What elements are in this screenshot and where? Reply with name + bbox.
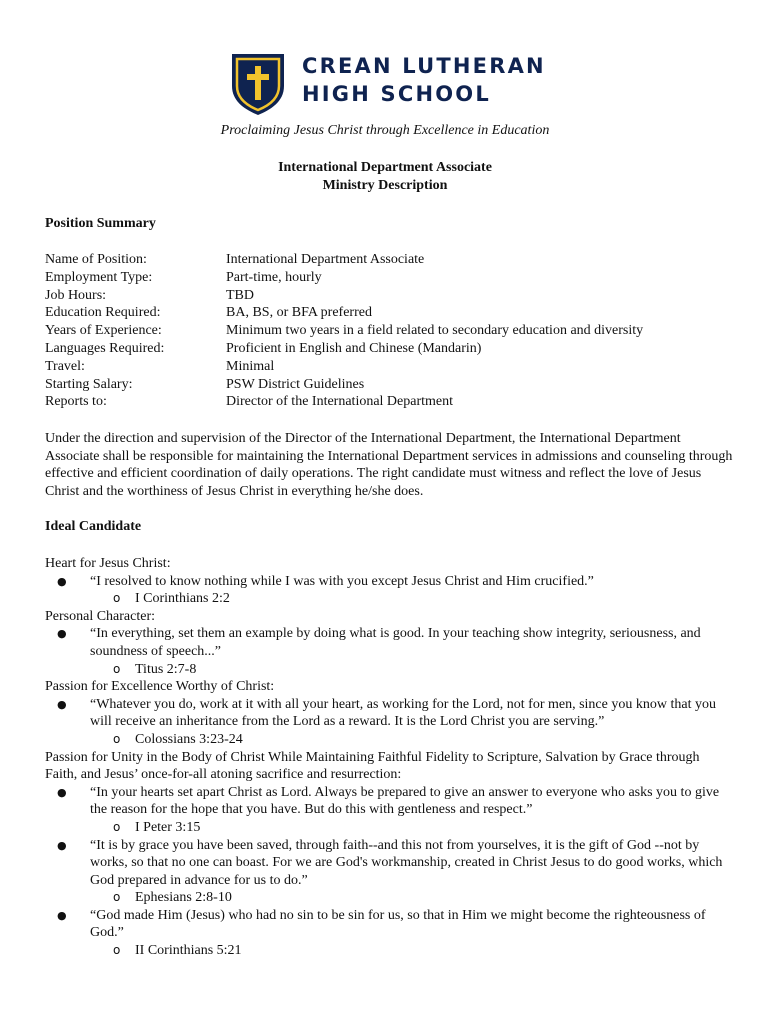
summary-label: Education Required: bbox=[45, 305, 161, 321]
doc-title: International Department Associate bbox=[278, 160, 492, 175]
ideal-candidate-list bbox=[45, 555, 735, 960]
summary-value: Minimum two years in a field related to secondary education and diversity bbox=[226, 323, 644, 339]
summary-value: BA, BS, or BFA preferred bbox=[226, 305, 372, 321]
summary-label: Name of Position: bbox=[45, 252, 147, 267]
summary-value: International Department Associate bbox=[226, 252, 425, 267]
bullet-icon: ● bbox=[57, 908, 67, 922]
quote-text: “God made Him (Jesus) who had no sin to be sin for us, so that in Him we might become the righteousness of God.” bbox=[90, 907, 706, 941]
tagline: Proclaiming Jesus Christ through Excellence in Education bbox=[220, 123, 550, 138]
summary-value: Part-time, hourly bbox=[226, 269, 322, 285]
scripture-reference bbox=[45, 942, 735, 960]
position-summary-heading: Position Summary bbox=[45, 216, 156, 231]
scripture-reference bbox=[45, 889, 735, 907]
scripture-quote bbox=[45, 625, 735, 660]
sub-bullet-icon: o bbox=[113, 819, 121, 834]
summary-row bbox=[45, 287, 643, 305]
reference-text: Ephesians 2:8-10 bbox=[135, 890, 232, 906]
bullet-icon: ● bbox=[57, 838, 67, 852]
bullet-icon: ● bbox=[57, 697, 67, 711]
summary-value: TBD bbox=[226, 287, 254, 303]
summary-value: Director of the International Department bbox=[226, 394, 454, 410]
school-logo bbox=[230, 52, 550, 116]
summary-label: Job Hours: bbox=[45, 287, 107, 303]
sub-bullet-icon: o bbox=[113, 731, 121, 746]
scripture-quote bbox=[45, 837, 735, 890]
quote-text: “In your hearts set apart Christ as Lord. Always be prepared to give an answer to everyone who asks you to give the reason for the hope that you have. But do this with gentleness and respect.” bbox=[90, 784, 720, 818]
summary-value: Proficient in English and Chinese (Mandarin) bbox=[226, 340, 482, 356]
summary-value: PSW District Guidelines bbox=[226, 376, 365, 392]
summary-row bbox=[45, 304, 643, 322]
summary-label: Years of Experience: bbox=[45, 323, 162, 339]
summary-row bbox=[45, 322, 643, 340]
bullet-icon: ● bbox=[57, 627, 67, 641]
quote-text: “Whatever you do, work at it with all your heart, as working for the Lord, not for men, since you know that you will receive an inheritance from the Lord as a reward. It is the Lord Christ you are serving.” bbox=[90, 696, 716, 730]
trait-label: Heart for Jesus Christ: bbox=[45, 556, 171, 571]
scripture-reference bbox=[45, 731, 735, 749]
reference-text: II Corinthians 5:21 bbox=[135, 943, 242, 959]
summary-label: Employment Type: bbox=[45, 269, 153, 285]
bullet-icon: ● bbox=[57, 785, 67, 799]
summary-paragraph: Under the direction and supervision of the Director of the International Department, the International Department Associate shall be responsible for maintaining the International Department services in admissions and counseling through effective and efficient coordination of daily operations. The right candidate must witness and reflect the love of Jesus Christ and the worthiness of Jesus Christ in everything he/she does. bbox=[45, 431, 733, 499]
sub-bullet-icon: o bbox=[113, 591, 121, 606]
scripture-reference bbox=[45, 661, 735, 679]
scripture-quote bbox=[45, 907, 735, 942]
doc-subtitle: Ministry Description bbox=[322, 178, 448, 193]
reference-text: I Corinthians 2:2 bbox=[135, 591, 230, 607]
crest-cross-icon bbox=[230, 52, 286, 116]
scripture-reference bbox=[45, 819, 735, 837]
summary-label: Starting Salary: bbox=[45, 376, 133, 392]
trait-label: Personal Character: bbox=[45, 608, 156, 624]
summary-value: Minimal bbox=[226, 358, 275, 374]
quote-text: “It is by grace you have been saved, through faith--and this not from yourselves, it is the gift of God --not by works, so that no one can boast. For we are God's workmanship, created in Christ Jesus to do good works, which God prepared in advance for us to do.” bbox=[90, 837, 723, 888]
scripture-reference bbox=[45, 590, 735, 608]
sub-bullet-icon: o bbox=[113, 661, 121, 676]
bullet-icon: ● bbox=[57, 574, 67, 588]
summary-label: Languages Required: bbox=[45, 340, 165, 356]
summary-row bbox=[45, 251, 643, 269]
school-name bbox=[302, 52, 546, 108]
school-name-line2: HIGH SCHOOL bbox=[302, 82, 491, 106]
trait-label: Passion for Unity in the Body of Christ While Maintaining Faithful Fidelity to Scripture, Salvation by Grace through Faith, and Jesus’ once-for-all atoning sacrifice and resurrection: bbox=[45, 749, 700, 783]
position-summary-table bbox=[45, 251, 643, 411]
quote-text: “I resolved to know nothing while I was with you except Jesus Christ and Him crucified.” bbox=[90, 573, 594, 589]
scripture-quote bbox=[45, 696, 735, 731]
reference-text: Colossians 3:23-24 bbox=[135, 731, 243, 747]
reference-text: I Peter 3:15 bbox=[135, 819, 201, 835]
summary-label: Travel: bbox=[45, 358, 85, 374]
scripture-quote bbox=[45, 784, 735, 819]
ideal-candidate-heading: Ideal Candidate bbox=[45, 519, 142, 534]
sub-bullet-icon: o bbox=[113, 943, 121, 958]
summary-row bbox=[45, 340, 643, 358]
summary-row bbox=[45, 376, 643, 394]
trait-label: Passion for Excellence Worthy of Christ: bbox=[45, 679, 275, 695]
summary-row bbox=[45, 269, 643, 287]
scripture-quote bbox=[45, 573, 735, 591]
summary-label: Reports to: bbox=[45, 394, 107, 410]
summary-row bbox=[45, 393, 643, 411]
summary-row bbox=[45, 358, 643, 376]
reference-text: Titus 2:7-8 bbox=[135, 661, 197, 677]
school-name-line1: CREAN LUTHERAN bbox=[302, 54, 546, 78]
quote-text: “In everything, set them an example by doing what is good. In your teaching show integrity, seriousness, and soundness of speech...” bbox=[90, 626, 701, 659]
sub-bullet-icon: o bbox=[113, 890, 121, 905]
